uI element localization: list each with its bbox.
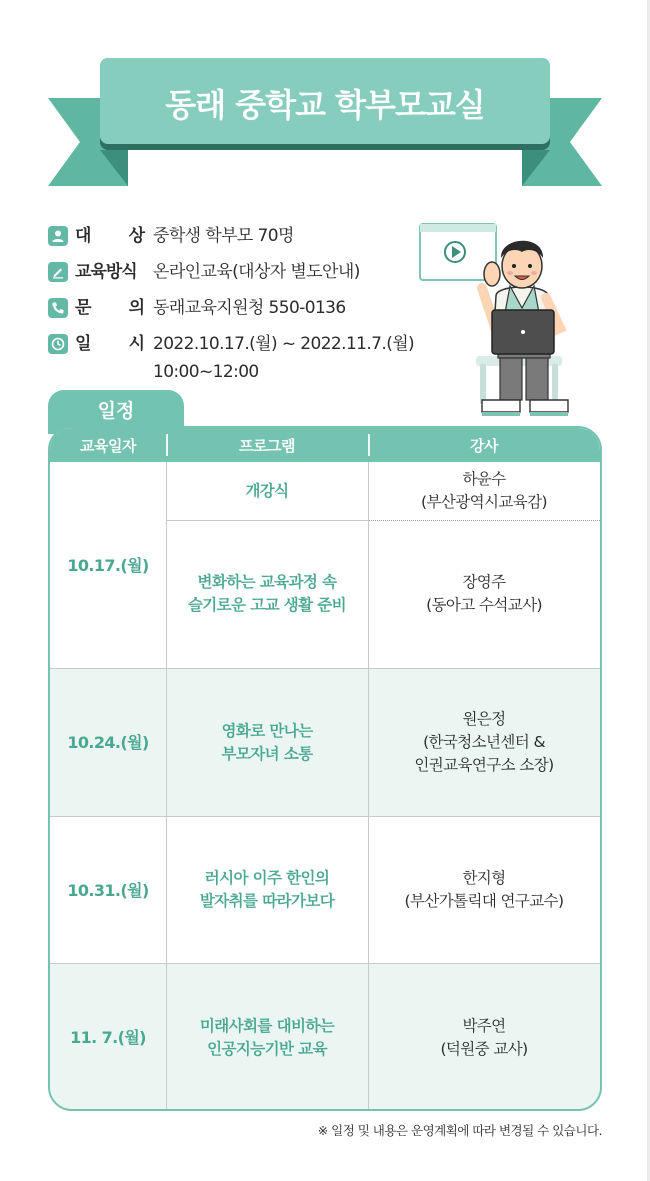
info-row-target bbox=[48, 222, 428, 258]
table-row bbox=[50, 669, 600, 816]
header-date: 교육일자 bbox=[80, 436, 136, 455]
column-divider bbox=[166, 462, 167, 1111]
contact-value: 동래교육지원청 550-0136 bbox=[153, 298, 346, 318]
target-label: 대 상 bbox=[75, 226, 145, 246]
title-banner bbox=[0, 0, 650, 200]
instructor-cell: 하윤수 (부산광역시교육감) bbox=[421, 470, 547, 511]
table-row bbox=[50, 817, 600, 963]
clock-icon bbox=[48, 334, 68, 354]
page-title: 동래 중학교 학부모교실 bbox=[165, 86, 485, 124]
instructor-cell: 박주연 (덕원중 교사) bbox=[440, 1016, 528, 1058]
schedule-table bbox=[48, 426, 602, 1111]
target-value: 중학생 학부모 70명 bbox=[153, 226, 294, 246]
table-row bbox=[50, 964, 600, 1111]
phone-icon bbox=[48, 298, 68, 318]
instructor-cell: 한지형 (부산가톨릭대 연구교수) bbox=[404, 869, 564, 910]
date-value: 2022.10.17.(월) ~ 2022.11.7.(월) 10:00~12:00 bbox=[153, 334, 415, 382]
contact-label: 문 의 bbox=[75, 298, 145, 318]
info-row-contact bbox=[48, 294, 428, 330]
table-row bbox=[50, 462, 600, 668]
person-icon bbox=[48, 226, 68, 246]
program-cell: 개강식 bbox=[245, 481, 289, 500]
schedule-tab: 일정 bbox=[48, 390, 184, 434]
instructor-cell: 원은정 (한국청소년센터 & 인권교육연구소 소장) bbox=[414, 710, 554, 774]
date-cell: 11. 7.(월) bbox=[70, 1028, 146, 1047]
date-cell: 10.17.(월) bbox=[67, 555, 149, 575]
date-cell: 10.31.(월) bbox=[67, 880, 149, 900]
pencil-icon bbox=[48, 262, 68, 282]
program-cell: 러시아 이주 한인의 발자취를 따라가보다 bbox=[199, 869, 335, 910]
info-section bbox=[48, 222, 428, 394]
info-row-date bbox=[48, 330, 428, 394]
program-cell: 변화하는 교육과정 속 슬기로운 고교 생활 준비 bbox=[187, 573, 347, 614]
program-cell: 영화로 만나는 부모자녀 소통 bbox=[221, 721, 313, 763]
table-header bbox=[50, 428, 600, 462]
method-label: 교육방식 bbox=[75, 262, 137, 282]
column-divider bbox=[368, 462, 369, 1111]
header-program: 프로그램 bbox=[239, 436, 295, 455]
instructor-cell: 장영주 (동아고 수석교사) bbox=[426, 573, 542, 614]
date-label: 일 시 bbox=[75, 334, 145, 354]
method-value: 온라인교육(대상자 별도안내) bbox=[153, 262, 360, 282]
program-cell: 미래사회를 대비하는 인공지능기반 교육 bbox=[199, 1016, 335, 1058]
student-laptop-illustration bbox=[412, 218, 582, 428]
footnote: ※ 일정 및 내용은 운영계획에 따라 변경될 수 있습니다. bbox=[317, 1123, 602, 1138]
info-row-method bbox=[48, 258, 428, 294]
date-cell: 10.24.(월) bbox=[67, 733, 149, 752]
header-instructor: 강사 bbox=[470, 436, 498, 455]
